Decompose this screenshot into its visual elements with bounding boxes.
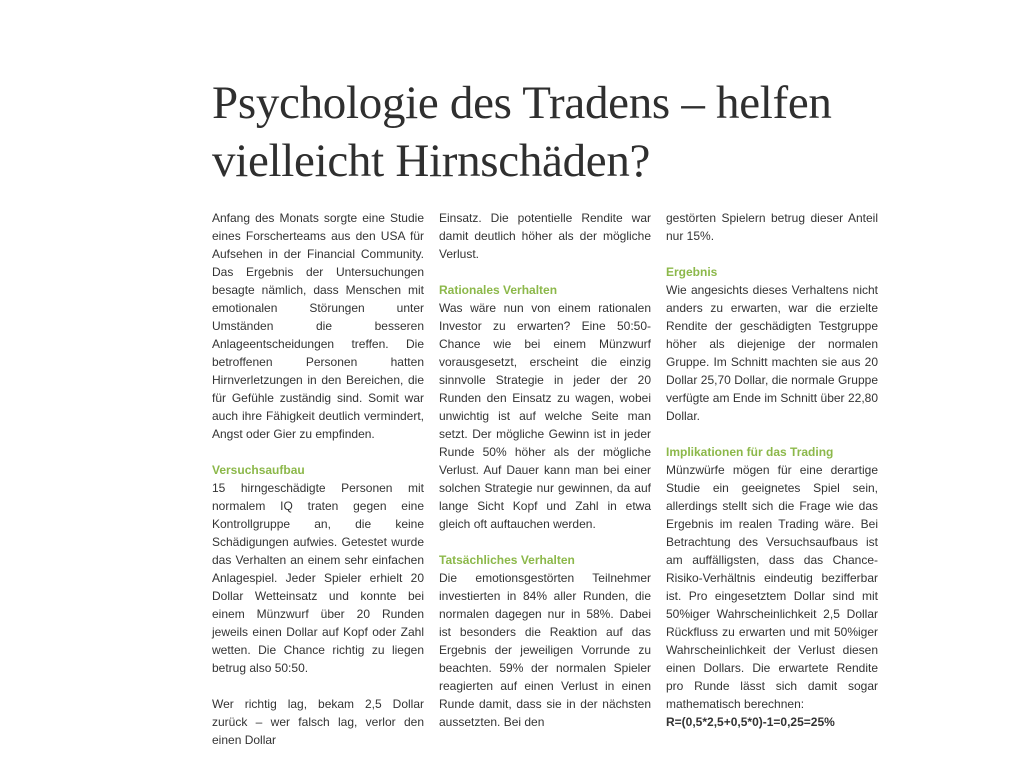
column-2 — [439, 209, 651, 731]
article-title — [212, 74, 912, 190]
payout-paragraph: Wer richtig lag, bekam 2,5 Dollar zurück – wer falsch lag, verlor den einen Dollar — [212, 697, 424, 747]
return-formula: R=(0,5*2,5+0,5*0)-1=0,25=25% — [666, 715, 835, 729]
continuation-paragraph-2: gestörten Spielern betrug dieser Anteil nur 15%. — [666, 211, 878, 243]
spacer — [439, 533, 651, 551]
spacer — [212, 677, 424, 695]
intro-paragraph: Anfang des Monats sorgte eine Studie eines Forscherteams aus den USA für Aufsehen in der Financial Community. Das Ergebnis der Untersuchungen besagte nämlich, dass Menschen mit emotionalen Störungen unter Umständen die besseren Anlageentscheidungen treffen. Die betroffenen Personen hatten Hirnverletzungen in den Bereichen, die für Gefühle zuständig sind. Somit war auch ihre Fähigkeit deutlich vermindert, Angst oder Gier zu empfinden. — [212, 211, 424, 441]
spacer — [439, 263, 651, 281]
section-heading-rationales-verhalten: Rationales Verhalten — [439, 283, 558, 297]
section-heading-implikationen: Implikationen für das Trading — [666, 445, 834, 459]
title-line-1: Psychologie des Tradens – helfen — [212, 77, 832, 129]
versuchsaufbau-paragraph: 15 hirngeschädigte Personen mit normalem IQ traten gegen eine Kontrollgruppe an, die keine Schädigungen aufwies. Getestet wurde das Verhalten an einem sehr einfachen Anlagespiel. Jeder Spieler erhielt 20 Dollar Wetteinsatz und konnte bei einem Münzwurf über 20 Runden jeweils einen Dollar auf Kopf oder Zahl wetten. Die Chance richtig zu liegen betrug also 50:50. — [212, 481, 424, 675]
ergebnis-paragraph: Wie angesichts dieses Verhaltens nicht anders zu erwarten, war die erzielte Rendite der geschädigten Testgruppe höher als diejenige der normalen Gruppe. Im Schnitt machten sie aus 20 Dollar 25,70 Dollar, die normale Gruppe verfügte am Ende im Schnitt über 22,80 Dollar. — [666, 283, 878, 423]
column-3 — [666, 209, 878, 731]
column-1 — [212, 209, 424, 749]
continuation-paragraph: Einsatz. Die potentielle Rendite war damit deutlich höher als der mögliche Verlust. — [439, 211, 651, 261]
section-heading-versuchsaufbau: Versuchsaufbau — [212, 463, 305, 477]
implikationen-paragraph: Münzwürfe mögen für eine derartige Studie ein geeignetes Spiel sein, allerdings stellt sich die Frage wie das Ergebnis im realen Trading wäre. Bei Betrachtung des Versuchsaufbaus ist am auffälligsten, dass das Chance-Risiko-Verhältnis eindeutig bezifferbar ist. Pro eingesetztem Dollar sind mit 50%iger Wahrscheinlichkeit 2,5 Dollar Rückfluss zu erwarten und mit 50%iger Wahrscheinlichkeit der Verlust diesen einen Dollars. Die erwartete Rendite pro Runde lässt sich damit sogar mathematisch berechnen: — [666, 463, 878, 711]
section-heading-ergebnis: Ergebnis — [666, 265, 718, 279]
section-heading-tatsaechliches-verhalten: Tatsächliches Verhalten — [439, 553, 575, 567]
spacer — [212, 443, 424, 461]
title-line-2: vielleicht Hirnschäden? — [212, 135, 651, 187]
rationales-verhalten-paragraph: Was wäre nun von einem rationalen Investor zu erwarten? Eine 50:50-Chance wie bei einem Münzwurf vorausgesetzt, erscheint die einzig sinnvolle Strategie in jeder der 20 Runden den Einsatz zu wagen, wobei unwichtig ist auf welche Seite man setzt. Der mögliche Gewinn ist in jeder Runde 50% höher als der mögliche Verlust. Auf Dauer kann man bei einer solchen Strategie nur gewinnen, da auf lange Sicht Kopf und Zahl in etwa gleich oft auftauchen werden. — [439, 301, 651, 531]
spacer — [666, 245, 878, 263]
spacer — [666, 425, 878, 443]
tatsaechliches-verhalten-paragraph: Die emotionsgestörten Teilnehmer investierten in 84% aller Runden, die normalen dagegen nur in 58%. Dabei ist besonders die Reaktion auf das Ergebnis der jeweiligen Vorrunde zu beachten. 59% der normalen Spieler reagierten auf einen Verlust in einen Runde damit, dass sie in der nächsten aussetzten. Bei den — [439, 571, 651, 729]
